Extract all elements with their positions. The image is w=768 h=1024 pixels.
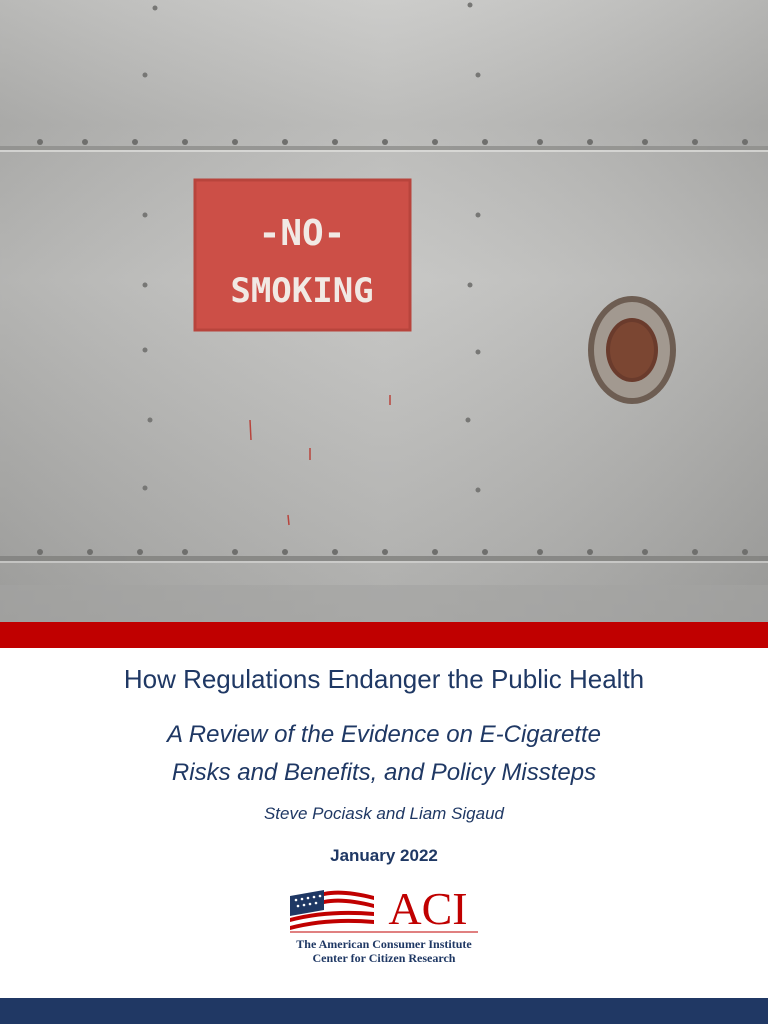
no-smoking-sign <box>195 180 410 330</box>
subtitle-line-1: A Review of the Evidence on E-Cigarette <box>166 721 601 748</box>
sign-line-2: SMOKING <box>230 271 374 311</box>
red-divider-band <box>0 622 768 648</box>
porthole-graphic <box>588 296 676 404</box>
flag-icon <box>290 890 374 930</box>
subtitle-line-2: Risks and Benefits, and Policy Missteps <box>171 759 597 786</box>
aci-org-line-1: The American Consumer Institute <box>296 937 472 951</box>
aci-logo <box>288 882 480 970</box>
report-subtitle <box>0 716 768 792</box>
report-authors: Steve Pociask and Liam Sigaud <box>263 804 505 823</box>
aci-org-line-2: Center for Citizen Research <box>312 951 456 965</box>
aci-flag-logo <box>288 882 480 970</box>
report-date: January 2022 <box>330 846 438 865</box>
navy-footer-band <box>0 998 768 1024</box>
report-title: How Regulations Endanger the Public Health <box>123 664 645 694</box>
sign-line-1: -NO- <box>258 213 346 254</box>
aci-acronym: ACI <box>388 883 468 934</box>
